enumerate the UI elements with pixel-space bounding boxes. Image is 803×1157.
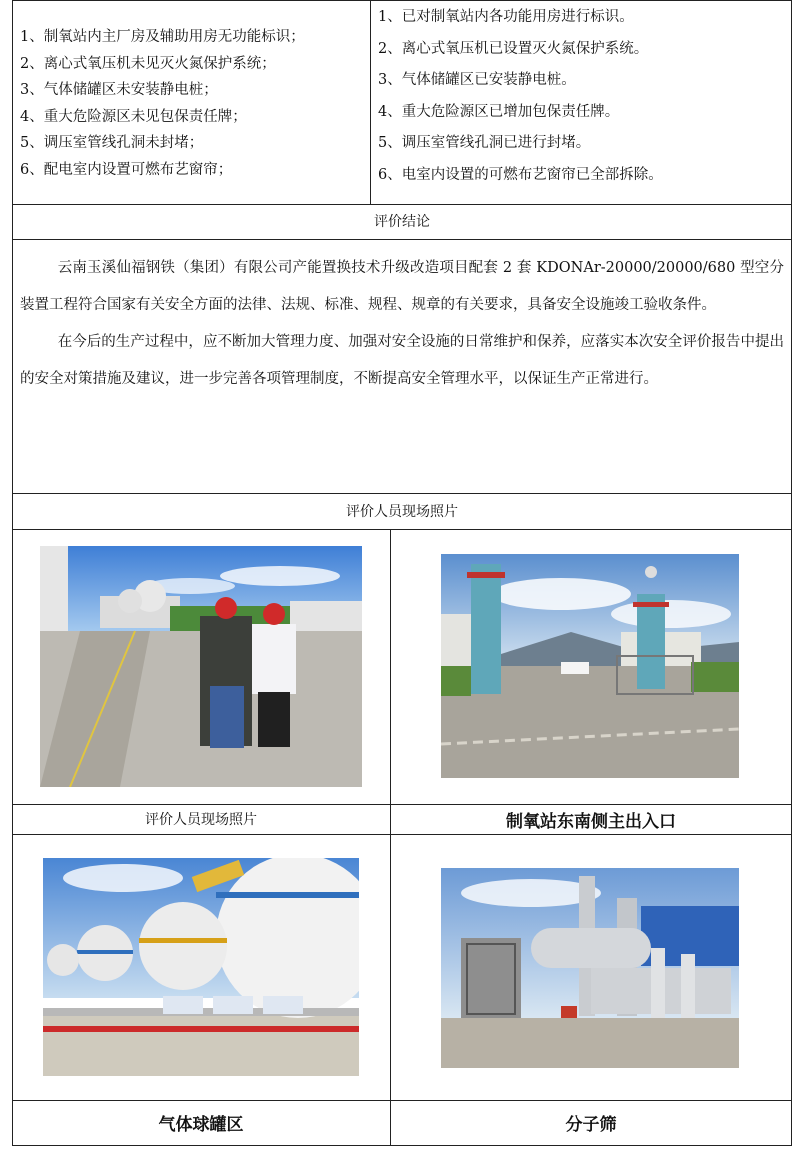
photo-spherical-tanks	[43, 858, 359, 1076]
issue-item: 1、制氧站内主厂房及辅助用房无功能标识；	[20, 29, 305, 45]
issue-item: 5、调压室管线孔洞未封堵；	[20, 135, 204, 151]
photos-title: 评价人员现场照片	[346, 504, 458, 520]
fix-item: 1、已对制氧站内各功能用房进行标识。	[378, 9, 634, 25]
column-divider	[390, 529, 391, 1146]
photo-molecular-sieve	[441, 868, 739, 1068]
issue-item: 2、离心式氧压机未见灭火氮保护系统；	[20, 55, 276, 72]
issues-list	[20, 24, 370, 183]
fix-item: 3、气体储罐区已安装静电桩。	[378, 72, 576, 88]
issue-item: 4、重大危险源区未见包保责任牌；	[20, 108, 247, 125]
fix-item: 5、调压室管线孔洞已进行封堵。	[378, 135, 591, 151]
conclusion-title: 评价结论	[374, 214, 430, 230]
row-divider	[12, 834, 792, 835]
issue-item: 3、气体储罐区未安装静电桩；	[20, 82, 218, 98]
photo-entrance	[441, 554, 739, 778]
fix-item: 2、离心式氧压机已设置灭火氮保护系统。	[378, 40, 649, 57]
fixes-list	[378, 2, 788, 191]
row-divider	[12, 804, 792, 805]
conclusion-paragraph: 在今后的生产过程中，应不断加大管理力度、加强对安全设施的日常维护和保养，应落实本次安全评价报告中提出的安全对策措施及建议，进一步完善各项管理制度，不断提高安全管理水平，以保证生产正常进行。	[20, 334, 784, 387]
fix-item: 4、重大危险源区已增加包保责任牌。	[378, 103, 620, 120]
photo-caption: 气体球罐区	[158, 1115, 244, 1135]
photo-caption: 制氧站东南侧主出入口	[506, 812, 676, 832]
issue-item: 6、配电室内设置可燃布艺窗帘；	[20, 161, 233, 178]
photo-inspectors	[40, 546, 362, 787]
row-divider	[12, 1100, 792, 1101]
photo-caption: 评价人员现场照片	[145, 812, 257, 828]
column-divider	[370, 0, 371, 204]
row-divider	[12, 204, 792, 205]
photo-caption: 分子筛	[565, 1115, 617, 1135]
conclusion-paragraph: 云南玉溪仙福钢铁（集团）有限公司产能置换技术升级改造项目配套 2 套 KDONAr-20000/20000/680 型空分装置工程符合国家有关安全方面的法律、法规、标准、规程、规章的有关要求，具备安全设施竣工验收条件。	[20, 260, 784, 313]
row-divider	[12, 239, 792, 240]
table-border-top	[12, 0, 792, 1]
row-divider	[12, 493, 792, 494]
conclusion-body	[20, 250, 784, 398]
fix-item: 6、电室内设置的可燃布艺窗帘已全部拆除。	[378, 166, 663, 183]
row-divider	[12, 529, 792, 530]
